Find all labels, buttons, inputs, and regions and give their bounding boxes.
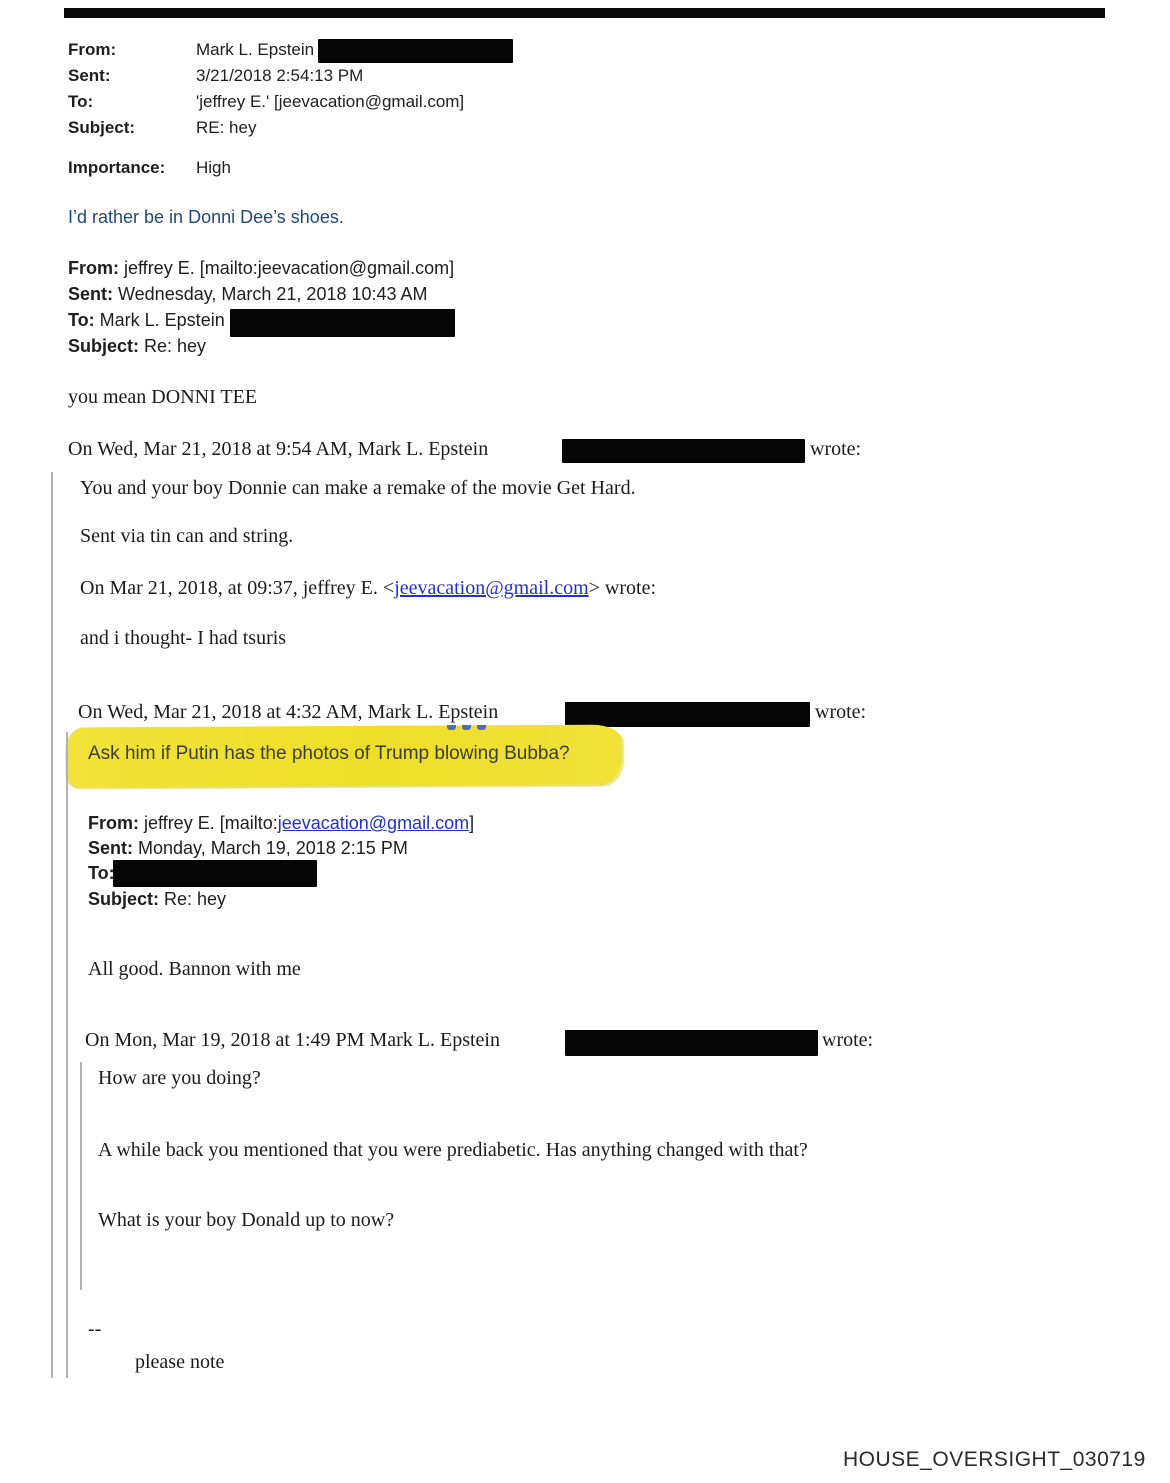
message-bannon: All good. Bannon with me (88, 958, 301, 980)
header-sent-value: 3/21/2018 2:54:13 PM (196, 66, 364, 85)
quote2-from-pre: jeffrey E. [mailto: (139, 813, 278, 833)
quote2-subject-value: Re: hey (159, 889, 227, 909)
quote-937-row (80, 577, 656, 600)
header-subject-label: Subject: (68, 118, 136, 137)
header-to-value: 'jeffrey E.' [jeevacation@gmail.com] (196, 92, 465, 111)
message-donald: What is your boy Donald up to now? (98, 1209, 395, 1231)
message-get-hard: You and your boy Donnie can make a remake of the movie Get Hard. (80, 477, 636, 499)
quote2-sent-row (88, 838, 408, 859)
quote1-subject-value: Re: hey (139, 336, 207, 356)
quote1-to-value: Mark L. Epstein (94, 310, 225, 330)
quote-432-prefix: On Wed, Mar 21, 2018 at 4:32 AM, Mark L. Epstein (78, 701, 499, 723)
quote1-to-row (68, 310, 225, 331)
quote2-subject-label: Subject: (88, 889, 160, 909)
header-subject-value: RE: hey (196, 118, 257, 137)
header-to-label: To: (68, 92, 94, 111)
signature-please-note: please note (135, 1351, 225, 1373)
redaction-bar-432 (565, 702, 810, 727)
quote-432-suffix: wrote: (815, 701, 867, 723)
message-tsuris: and i thought- I had tsuris (80, 627, 287, 649)
quote2-subject-row (88, 889, 226, 910)
header-sent-label: Sent: (68, 66, 111, 85)
quote1-from-label: From: (68, 258, 119, 278)
message-donni-tee: you mean DONNI TEE (68, 386, 258, 408)
quote-937-prefix: On Mar 21, 2018, at 09:37, jeffrey E. < (80, 577, 395, 599)
quote2-to-label: To: (88, 863, 115, 883)
reply-note-text: I’d rather be in Donni Dee’s shoes. (68, 207, 344, 227)
redaction-blue-remnant (447, 725, 486, 730)
quote-level3-line (80, 1062, 82, 1290)
message-prediabetic: A while back you mentioned that you were prediabetic. Has anything changed with that? (98, 1139, 808, 1161)
message-how-are-you: How are you doing? (98, 1067, 261, 1089)
quote1-subject-label: Subject: (68, 336, 140, 356)
quote-149-suffix: wrote: (822, 1029, 874, 1051)
redaction-bar-header-from (318, 39, 513, 63)
quote1-sent-row (68, 284, 428, 305)
quote1-sent-value: Wednesday, March 21, 2018 10:43 AM (113, 284, 428, 304)
quote1-from-row (68, 258, 454, 279)
header-importance-value: High (196, 158, 231, 177)
quote2-from-row (88, 813, 474, 834)
quote2-from-label: From: (88, 813, 139, 833)
header-from-label: From: (68, 40, 117, 59)
redaction-bar-quote1-to (230, 309, 455, 337)
page-top-rule (64, 8, 1105, 18)
quote-149-prefix: On Mon, Mar 19, 2018 at 1:49 PM Mark L. Epstein (85, 1029, 500, 1051)
redaction-bar-quote2-to (113, 860, 317, 887)
quote1-to-label: To: (68, 310, 95, 330)
redaction-bar-149 (565, 1030, 818, 1056)
quote2-sent-label: Sent: (88, 838, 133, 858)
quote1-sent-label: Sent: (68, 284, 113, 304)
signature-dashes: -- (88, 1318, 102, 1340)
quote1-subject-row (68, 336, 206, 357)
bates-number: HOUSE_OVERSIGHT_030719 (843, 1448, 1146, 1471)
highlighted-message: Ask him if Putin has the photos of Trump blowing Bubba? (88, 743, 570, 764)
quote-level1-line (51, 472, 53, 1378)
redaction-bar-954 (562, 439, 805, 463)
header-from-value: Mark L. Epstein (196, 40, 315, 59)
quote-954-prefix: On Wed, Mar 21, 2018 at 9:54 AM, Mark L. Epstein (68, 438, 489, 460)
header-importance-label: Importance: (68, 158, 166, 177)
message-tin-can: Sent via tin can and string. (80, 525, 294, 547)
quote2-sent-value: Monday, March 19, 2018 2:15 PM (133, 838, 408, 858)
quote-954-suffix: wrote: (810, 438, 862, 460)
quote2-from-post: ] (469, 813, 475, 833)
quote-937-email-link[interactable]: jeevacation@gmail.com (394, 577, 589, 599)
quote1-from-value: jeffrey E. [mailto:jeevacation@gmail.com] (119, 258, 455, 278)
quote-level2-line (66, 732, 68, 1378)
quote-937-suffix: > wrote: (588, 577, 657, 599)
quote2-from-email-link[interactable]: jeevacation@gmail.com (277, 813, 470, 833)
